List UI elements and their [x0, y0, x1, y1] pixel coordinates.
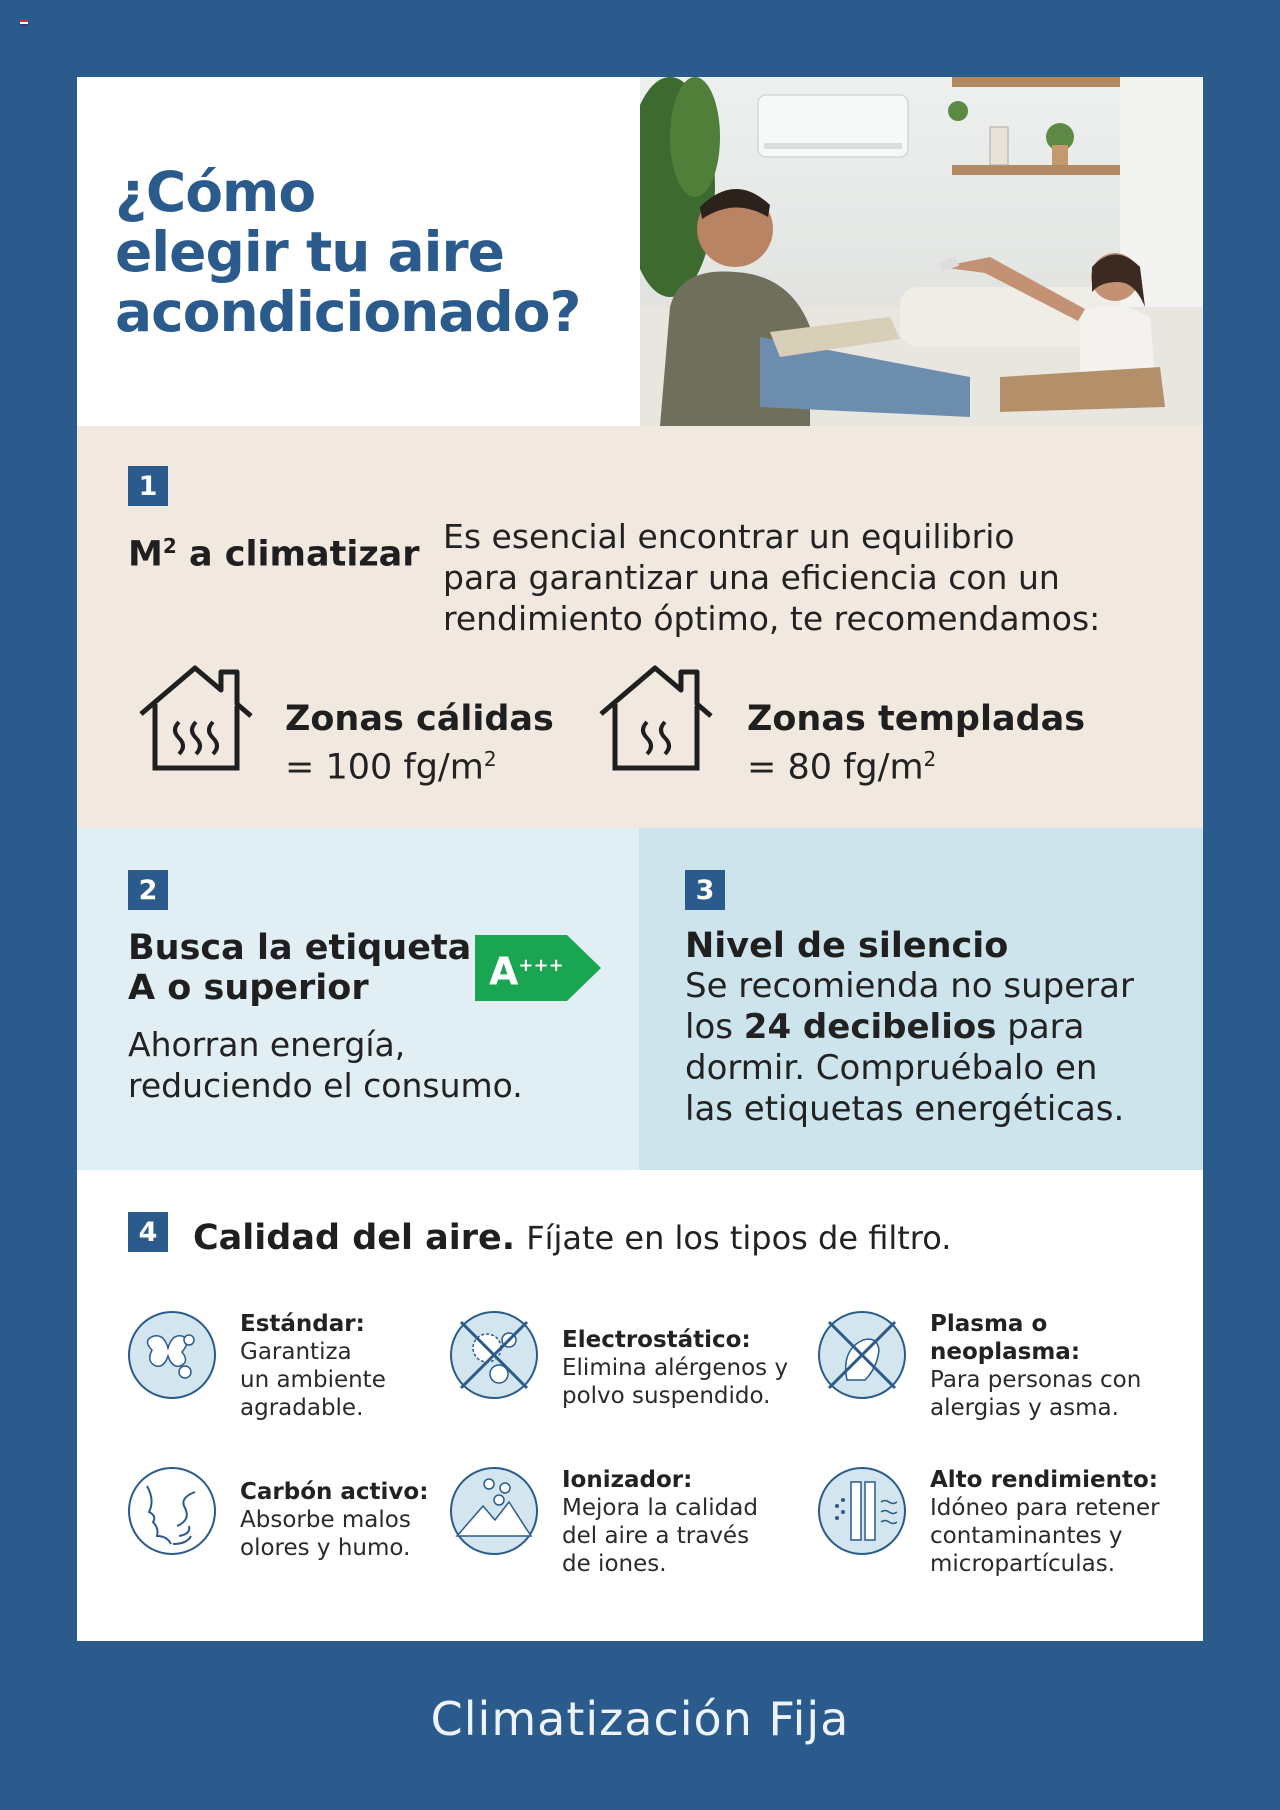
step-number: 4: [128, 1212, 168, 1252]
title-superscript: 2: [162, 534, 177, 558]
title-line: ¿Cómo: [115, 160, 316, 224]
text-fragment: los: [685, 1007, 744, 1047]
filter-title-line: Ionizador:: [562, 1467, 693, 1493]
description-line: Se recomienda no superar: [685, 966, 1134, 1006]
filter-desc-line: de iones.: [562, 1551, 667, 1577]
house-heat-icon: [137, 664, 257, 774]
butterfly-flower-icon: [127, 1310, 217, 1400]
section-silence-level: [639, 828, 1203, 1170]
brochure-card: [77, 77, 1203, 1641]
zone-value: [285, 739, 554, 788]
filter-title-line: Carbón activo:: [240, 1479, 429, 1505]
energy-class-badge: [475, 935, 601, 1001]
zone-value-sup: 2: [923, 747, 937, 771]
step-number: 2: [128, 870, 168, 910]
description-line: reduciendo el consumo.: [128, 1066, 523, 1105]
ions-mountain-icon: [449, 1466, 539, 1556]
energy-class-text: [489, 944, 564, 994]
filter-description: [562, 1494, 822, 1578]
filter-description: [930, 1366, 1190, 1422]
filter-desc-line: micropartículas.: [930, 1551, 1116, 1577]
filter-title: [930, 1466, 1175, 1494]
title-line: elegir tu aire: [115, 220, 504, 284]
filter-title: [562, 1466, 807, 1494]
title-line: acondicionado?: [115, 280, 581, 344]
filter-desc-line: Idóneo para retener: [930, 1495, 1160, 1521]
section-subtitle: Fíjate en los tipos de filtro.: [526, 1219, 952, 1257]
description-line: Es esencial encontrar un equilibrio: [443, 517, 1015, 556]
section-energy-label: [77, 828, 639, 1170]
filter-desc-line: Para personas con: [930, 1367, 1142, 1393]
filter-title-line: neoplasma:: [930, 1339, 1081, 1365]
photo-illustration: [640, 77, 1203, 426]
filter-desc-line: Mejora la calidad: [562, 1495, 758, 1521]
filter-title-line: Alto rendimiento:: [930, 1467, 1158, 1493]
description-line: [685, 1007, 1134, 1048]
energy-class-letter: A: [489, 949, 519, 994]
filter-description: [562, 1354, 822, 1410]
zone-value-sup: 2: [483, 747, 497, 771]
page-title: [115, 162, 675, 342]
filter-layers-icon: [817, 1466, 907, 1556]
title-prefix: M: [128, 534, 163, 575]
house-mild-icon: [597, 664, 717, 774]
filter-desc-line: agradable.: [240, 1395, 364, 1421]
section-heading: [193, 1218, 951, 1258]
filter-desc-line: polvo suspendido.: [562, 1383, 771, 1409]
filter-title: [930, 1310, 1175, 1366]
face-breathing-icon: [127, 1466, 217, 1556]
filter-desc-line: contaminantes y: [930, 1523, 1123, 1549]
section-air-quality: [77, 1170, 1203, 1641]
text-fragment: para: [996, 1007, 1085, 1047]
description-line: dormir. Compruébalo en: [685, 1048, 1098, 1088]
section-title: Nivel de silencio: [685, 926, 1009, 966]
section-title: [128, 928, 471, 1008]
filter-description: [930, 1494, 1190, 1578]
filter-desc-line: Elimina alérgenos y: [562, 1355, 789, 1381]
zone-value-text: = 80 fg/m: [747, 747, 924, 788]
energy-class-plus: +++: [518, 955, 564, 976]
section-title: [128, 526, 420, 575]
flag-icon: [20, 20, 28, 26]
title-line: Busca la etiqueta: [128, 928, 472, 968]
living-room-photo: [640, 77, 1203, 426]
header: [77, 77, 1203, 426]
filter-desc-line: del aire a través: [562, 1523, 750, 1549]
zone-title: Zonas templadas: [747, 699, 1086, 739]
title-text: a climatizar: [188, 534, 420, 575]
filter-desc-line: Garantiza: [240, 1339, 352, 1365]
step-number: 3: [685, 870, 725, 910]
no-dust-icon: [449, 1310, 539, 1400]
section-description: [443, 516, 1100, 639]
decibel-highlight: 24 decibelios: [743, 1007, 997, 1047]
filter-title-line: Electrostático:: [562, 1327, 751, 1353]
footer-label: Climatización Fija: [430, 1692, 850, 1746]
filter-title-line: Plasma o: [930, 1311, 1048, 1337]
zone-value: [747, 739, 1085, 788]
filter-desc-line: alergias y asma.: [930, 1395, 1119, 1421]
step-number: 1: [128, 466, 168, 506]
section-title: Calidad del aire.: [193, 1218, 516, 1258]
zone-title: Zonas cálidas: [285, 699, 554, 739]
section-square-meters: [77, 426, 1203, 828]
title-line: A o superior: [128, 968, 369, 1008]
description-line: Ahorran energía,: [128, 1025, 406, 1064]
section-description: [128, 1024, 523, 1106]
filter-title: [562, 1326, 807, 1354]
zone-value-text: = 100 fg/m: [285, 747, 484, 788]
description-line: para garantizar una eficiencia con un: [443, 558, 1060, 597]
filter-desc-line: olores y humo.: [240, 1535, 411, 1561]
filter-desc-line: un ambiente: [240, 1367, 386, 1393]
section-description: [685, 966, 1134, 1130]
description-line: las etiquetas energéticas.: [685, 1089, 1125, 1129]
filter-desc-line: Absorbe malos: [240, 1507, 411, 1533]
filter-title-line: Estándar:: [240, 1311, 365, 1337]
description-line: rendimiento óptimo, te recomendamos:: [443, 599, 1101, 638]
no-allergen-icon: [817, 1310, 907, 1400]
